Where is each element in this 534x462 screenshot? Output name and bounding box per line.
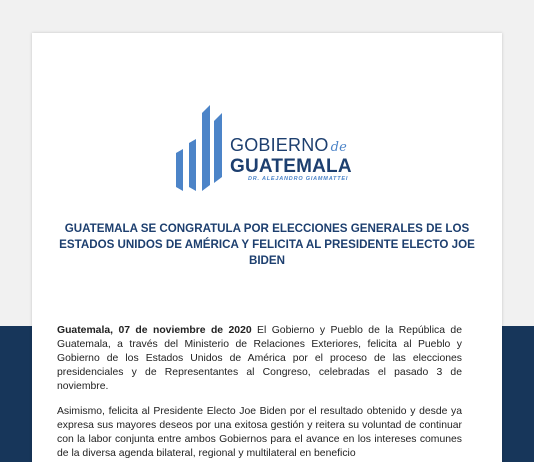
paragraph-1 (57, 324, 462, 394)
paragraph-1-text: El Gobierno y Pueblo de la República de Guatemala, a través del Ministerio de Relaciones Exteriores, felicita al Pueblo y Gobierno de los Estados Unidos de América por el proceso de las elecciones presidenciales y de Representantes al Congreso, celebradas el pasado 3 de noviembre. (57, 325, 462, 392)
logo-word-gobierno: GOBIERNO (230, 135, 329, 155)
press-release-headline: GUATEMALA SE CONGRATULA POR ELECCIONES GENERALES DE LOS ESTADOS UNIDOS DE AMÉRICA Y FELICITA AL PRESIDENTE ELECTO JOE BIDEN (59, 222, 475, 267)
press-release-page (32, 33, 502, 462)
paragraph-2: Asimismo, felicita al Presidente Electo Joe Biden por el resultado obtenido y desde ya expresa sus mayores deseos por una exitosa gestión y reitera su voluntad de continuar con la labor conjunta entre ambos Gobiernos para el avance en los intereses comunes de la diversa agenda bilateral, regional y multilateral en beneficio (57, 406, 462, 459)
logo-word-de: de (330, 140, 348, 155)
logo-wordmark (230, 136, 380, 183)
logo-word-guatemala: GUATEMALA (230, 156, 352, 177)
gobierno-logo (176, 105, 376, 195)
paragraph-1-lead: Guatemala, 07 de noviembre de 2020 (57, 325, 252, 336)
logo-tagline: DR. ALEJANDRO GIAMMATTEI (248, 176, 349, 182)
logo-line-gobierno (230, 136, 380, 157)
logo-mark-icon (176, 105, 222, 191)
